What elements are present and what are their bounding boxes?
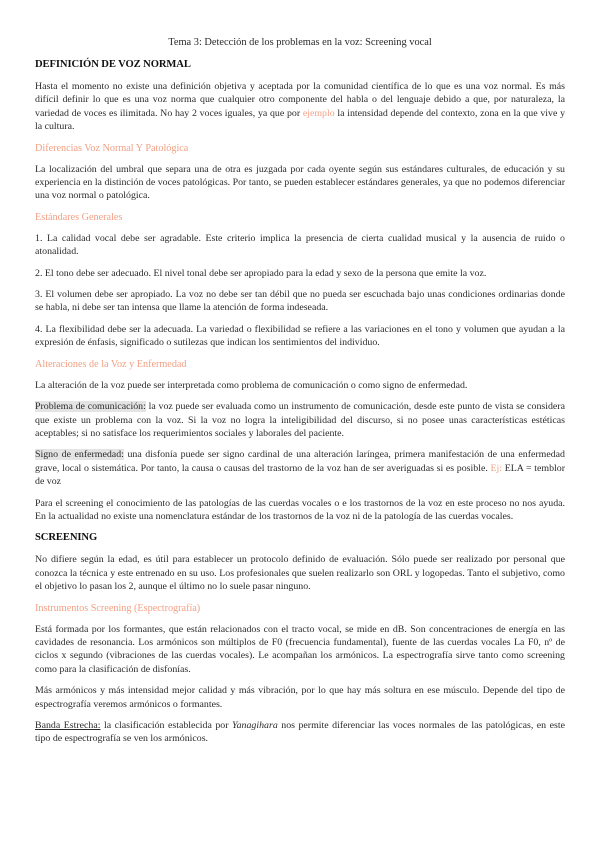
example-label: Ej: xyxy=(490,462,503,474)
paragraph-definicion xyxy=(35,80,565,134)
underlined-term: Banda Estrecha: xyxy=(35,720,101,731)
paragraph-formantes: Está formada por los formantes, que están relacionados con el tracto vocal, se mide en dB. Son concentraciones de energía en las cavidades de resonancia. Los armónicos son múltiplos de F0 (frecuencia fundamental), fuente de las cuerdas vocales La F0, nº de ciclos x segundo (vibraciones de las cuerdas vocales). Le acompañan los armónicos. La espectrografía sirve tanto como screening como para la clasificación de disfonías. xyxy=(35,623,565,675)
text: una disfonía puede ser signo cardinal de una alteración laríngea, primera manifestación de una enfermedad grave, local o sistemática. Por tanto, la causa o causas del trastorno de la voz han de ser averiguadas si es posible. xyxy=(35,449,565,474)
highlight-term: Problema de comunicación: xyxy=(35,401,146,413)
heading-definicion: DEFINICIÓN DE VOZ NORMAL xyxy=(35,59,191,70)
text: la voz puede ser evaluada como un instrumento de comunicación, desde este punto de vista se considera que existe un problema con la voz. Si la voz no logra la inteligibilidad del discurso, si no posee unas características estéticas aceptables; si no satisface los requerimientos sociales y laborales del paciente. xyxy=(35,401,565,439)
page-title: Tema 3: Detección de los problemas en la voz: Screening vocal xyxy=(168,37,432,48)
highlight-term: Signo de enfermedad: xyxy=(35,449,124,461)
heading-estandares: Estándares Generales xyxy=(35,211,123,223)
heading-alteraciones: Alteraciones de la Voz y Enfermedad xyxy=(35,358,187,370)
text: Hasta el momento no existe una definición objetiva y aceptada por la comunidad científica de lo que es una voz normal. Es más difícil definir lo que es una voz norma que cualquier otro componente del habla o del lenguaje debido a que, por naturaleza, la variedad de voces es ilimitada. No hay 2 voces iguales, ya que por xyxy=(35,81,565,119)
list-item-estandar-3: 3. El volumen debe ser apropiado. La voz no debe ser tan débil que no pueda ser escuchada bajo unas condiciones ordinarias donde se habla, ni debe ser tan intensa que llame la atención de forma indeseada. xyxy=(35,289,565,314)
example-link: ejemplo xyxy=(302,107,335,119)
paragraph-screening-patologias: Para el screening el conocimiento de las patologías de las cuerdas vocales o e los trastornos de la voz en este proceso no nos ayuda. En la actualidad no existe una nomenclatura estándar de los trastornos de la voz ni de la patología de las cuerdas vocales. xyxy=(35,497,565,522)
paragraph-signo-enfermedad xyxy=(35,448,565,488)
heading-diferencias: Diferencias Voz Normal Y Patológica xyxy=(35,142,189,154)
heading-instrumentos: Instrumentos Screening (Espectrografía) xyxy=(35,602,201,614)
text: la intensidad depende del contexto, zona en la que vive y la cultura. xyxy=(35,107,566,133)
paragraph-screening: No difiere según la edad, es útil para establecer un protocolo definido de evaluación. Sólo puede ser realizado por personal que conozca la técnica y este entrenado en su uso. Los profesionales que suelen realizarlo son ORL y logopedas. Tanto el subjetivo, como el objetivo lo pasan los 2, aunque el último no lo suele pasar ninguno. xyxy=(35,554,565,593)
paragraph-diferencias: La localización del umbral que separa una de otra es juzgada por cada oyente según sus estándares culturales, de educación y su experiencia en la distinción de voces patológicas. Por tanto, se pueden establecer estándares generales, ya que no podemos diferenciar una voz normal o patológica. xyxy=(35,163,565,202)
text: la clasificación establecida por xyxy=(100,720,233,731)
paragraph-banda-estrecha xyxy=(35,719,565,746)
list-item-estandar-4: 4. La flexibilidad debe ser la adecuada. La variedad o flexibilidad se refiere a las variaciones en el tono y volumen que ayudan a la expresión de énfasis, significado o sutilezas que indican los sentimientos del individuo. xyxy=(35,323,565,349)
text: ELA = temblor de voz xyxy=(35,462,565,488)
heading-screening: SCREENING xyxy=(35,532,98,544)
text: nos permite diferenciar las voces normales de las patológicas, en este tipo de espectrografía se ven los armónicos. xyxy=(35,720,565,745)
paragraph-problema-comunicacion xyxy=(35,400,565,440)
paragraph-alteracion: La alteración de la voz puede ser interpretada como problema de comunicación o como signo de enfermedad. xyxy=(35,379,468,391)
list-item-estandar-2: 2. El tono debe ser adecuado. El nivel tonal debe ser apropiado para la edad y sexo de la persona que emite la voz. xyxy=(35,267,487,279)
list-item-estandar-1: 1. La calidad vocal debe ser agradable. Este criterio implica la presencia de cierta cualidad musical y la ausencia de ruido o atonalidad. xyxy=(35,232,565,258)
paragraph-armonicos: Más armónicos y más intensidad mejor calidad y más vibración, por lo que hay más soltura en ese músculo. Depende del tipo de espectrografía veremos armónicos o formantes. xyxy=(35,685,565,710)
author-name: Yanagihara xyxy=(232,720,278,731)
